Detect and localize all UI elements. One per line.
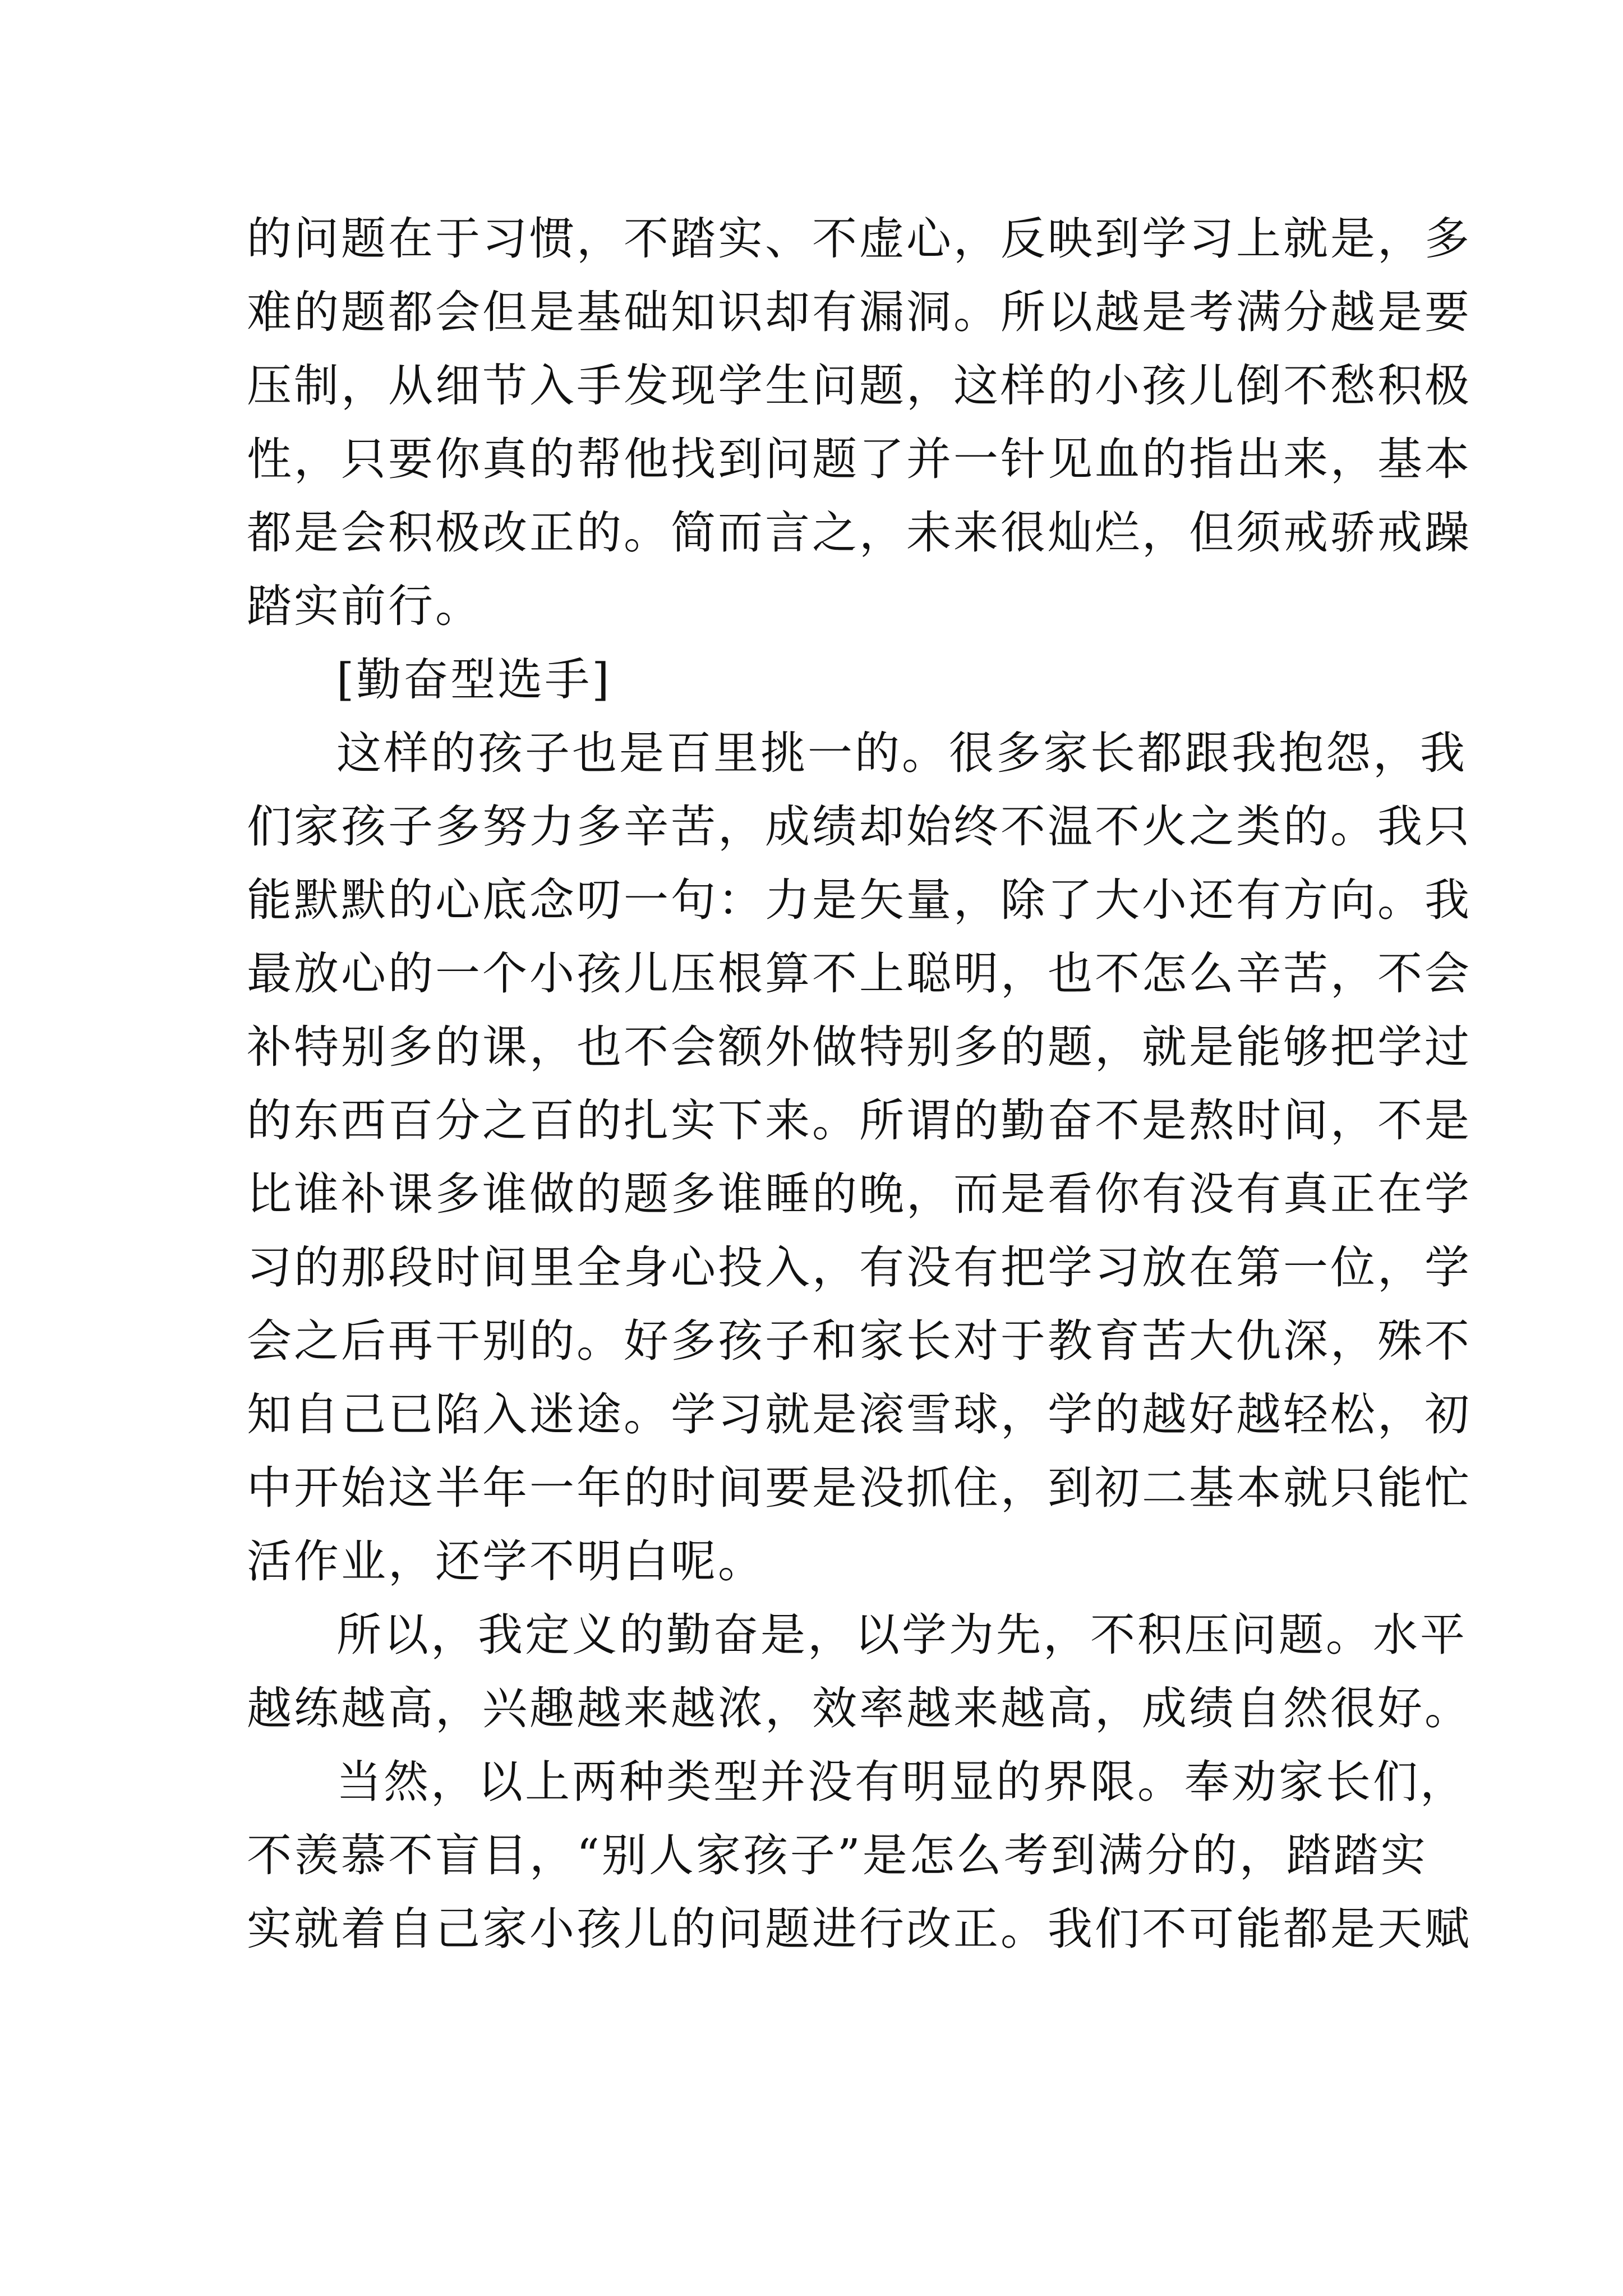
text-line: 当然，以上两种类型并没有明显的界限。奉劝家长们，	[336, 1756, 1467, 1808]
text-line: 习的那段时间里全身心投入，有没有把学习放在第一位，学	[247, 1241, 1472, 1294]
text-line: 的问题在于习惯，不踏实、不虚心，反映到学习上就是，多	[247, 213, 1472, 265]
text-line: 不羡慕不盲目，“别人家孩子”是怎么考到满分的，踏踏实	[247, 1829, 1428, 1881]
text-line: 实就着自己家小孩儿的问题进行改正。我们不可能都是天赋	[247, 1903, 1472, 1955]
text-line: 中开始这半年一年的时间要是没抓住，到初二基本就只能忙	[247, 1462, 1472, 1514]
text-line: 踏实前行。	[247, 580, 482, 632]
text-line: 性，只要你真的帮他找到问题了并一针见血的指出来，基本	[247, 433, 1472, 485]
text-line: 压制，从细节入手发现学生问题，这样的小孩儿倒不愁积极	[247, 360, 1472, 412]
text-line: 越练越高，兴趣越来越浓，效率越来越高，成绩自然很好。	[247, 1682, 1472, 1734]
text-line: 知自己已陷入迷途。学习就是滚雪球，学的越好越轻松，初	[247, 1388, 1472, 1441]
text-line: 补特别多的课，也不会额外做特别多的题，就是能够把学过	[247, 1021, 1472, 1073]
text-line: 难的题都会但是基础知识却有漏洞。所以越是考满分越是要	[247, 286, 1472, 338]
text-line: [勤奋型选手]	[336, 654, 612, 706]
text-line: 们家孩子多努力多辛苦，成绩却始终不温不火之类的。我只	[247, 800, 1472, 853]
text-line: 所以，我定义的勤奋是，以学为先，不积压问题。水平	[336, 1609, 1467, 1661]
text-line: 比谁补课多谁做的题多谁睡的晚，而是看你有没有真正在学	[247, 1168, 1472, 1220]
text-line: 这样的孩子也是百里挑一的。很多家长都跟我抱怨，我	[336, 727, 1467, 779]
text-line: 会之后再干别的。好多孩子和家长对于教育苦大仇深，殊不	[247, 1315, 1472, 1367]
text-line: 能默默的心底念叨一句：力是矢量，除了大小还有方向。我	[247, 874, 1472, 926]
text-line: 都是会积极改正的。简而言之，未来很灿烂，但须戒骄戒躁	[247, 507, 1472, 559]
text-line: 最放心的一个小孩儿压根算不上聪明，也不怎么辛苦，不会	[247, 947, 1472, 1000]
text-line: 活作业，还学不明白呢。	[247, 1535, 765, 1588]
body-text	[247, 202, 1472, 1966]
text-line: 的东西百分之百的扎实下来。所谓的勤奋不是熬时间，不是	[247, 1094, 1472, 1147]
